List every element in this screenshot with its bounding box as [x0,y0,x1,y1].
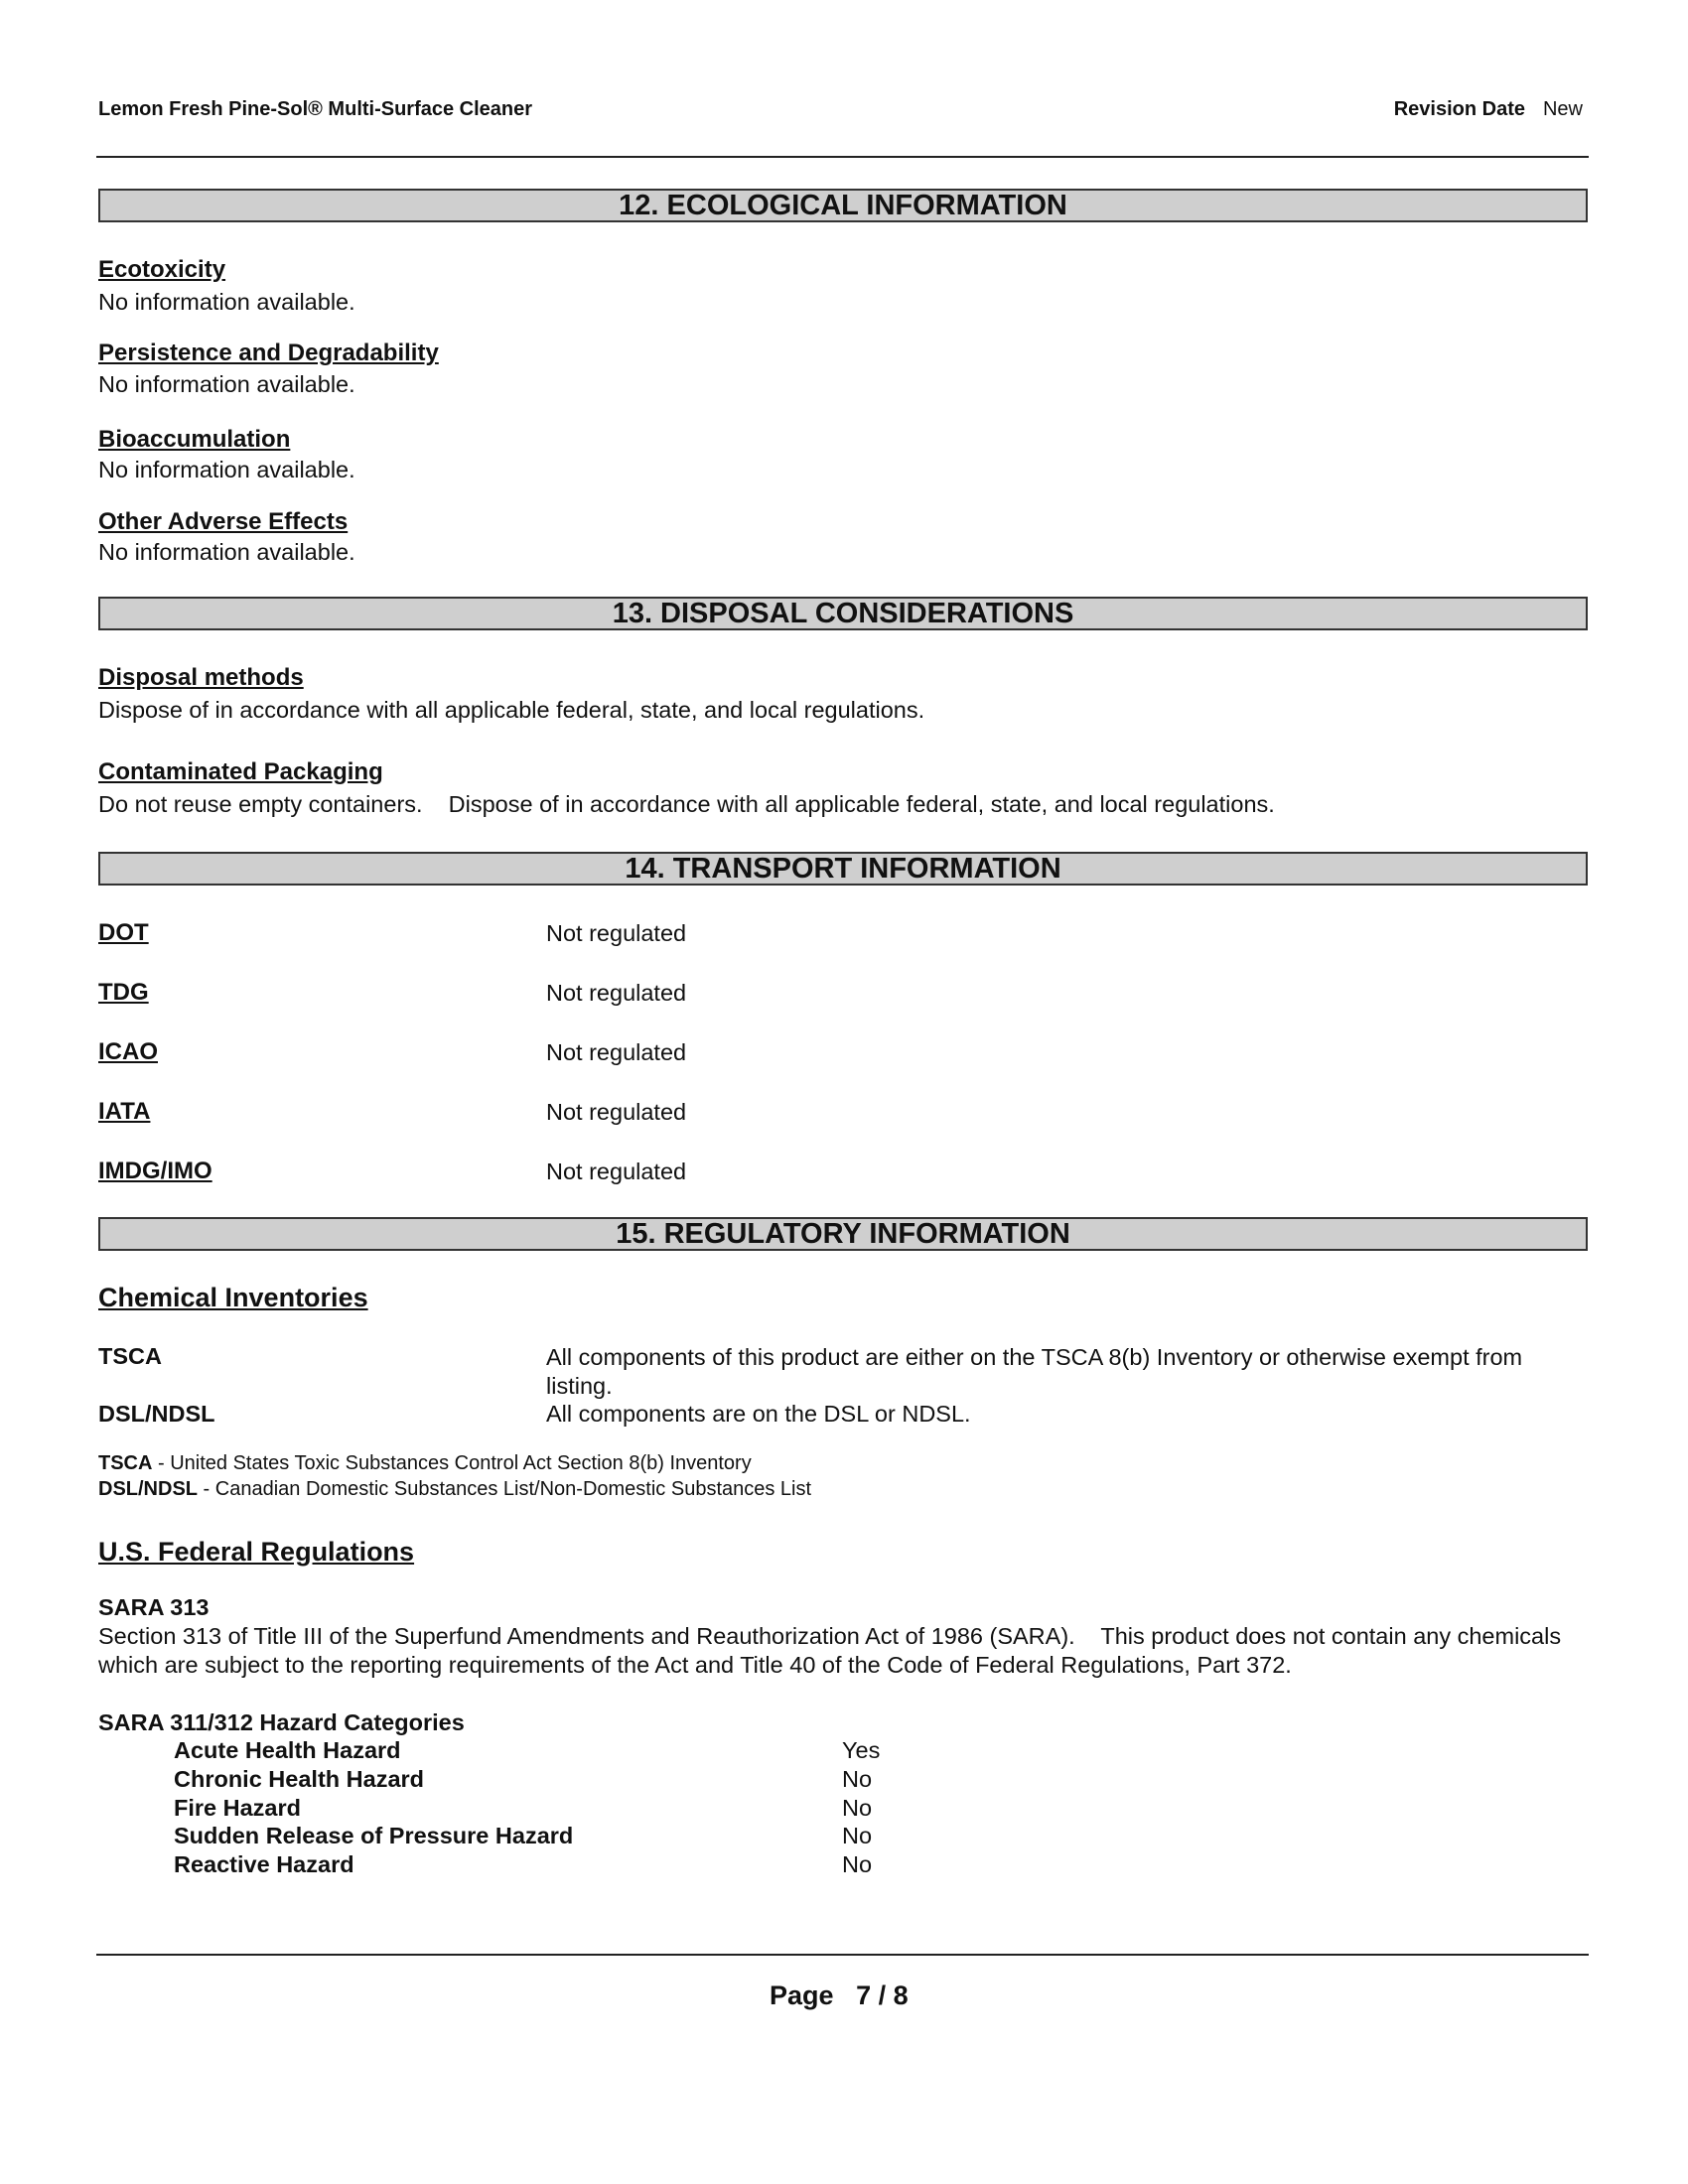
transport-label-tdg: TDG [98,979,149,1006]
contaminated-packaging-text: Do not reuse empty containers. Dispose of in accordance with all applicable federal, state, and local regulations. [98,791,1275,817]
transport-label-iata: IATA [98,1098,151,1125]
hazard-label-pressure: Sudden Release of Pressure Hazard [174,1823,574,1848]
abbrev-key-tsca: TSCA [98,1452,153,1474]
bioaccumulation-text: No information available. [98,457,355,482]
hazard-label-chronic: Chronic Health Hazard [174,1766,425,1792]
transport-value-dot: Not regulated [546,920,687,946]
inventory-value-tsca: All components of this product are either on the TSCA 8(b) Inventory or otherwise exempt from listing. [546,1344,1523,1399]
transport-label-dot: DOT [98,919,149,946]
inventory-value-dsl: All components are on the DSL or NDSL. [546,1401,971,1427]
chemical-inventories-heading: Chemical Inventories [98,1283,368,1312]
other-effects-text: No information available. [98,539,355,565]
page-label: Page [770,1980,834,2010]
transport-value-iata: Not regulated [546,1099,687,1125]
federal-regulations-heading: U.S. Federal Regulations [98,1537,415,1567]
page-value: 7 / 8 [856,1980,909,2010]
ecotoxicity-text: No information available. [98,289,355,315]
hazard-value-reactive: No [842,1851,873,1877]
transport-value-icao: Not regulated [546,1039,687,1065]
section-13-title: 13. DISPOSAL CONSIDERATIONS [98,597,1588,630]
inventory-label-dsl: DSL/NDSL [98,1401,215,1427]
bioaccumulation-heading: Bioaccumulation [98,426,291,453]
other-effects-heading: Other Adverse Effects [98,508,349,535]
hazard-value-fire: No [842,1795,873,1821]
section-14-title: 14. TRANSPORT INFORMATION [98,852,1588,886]
hazard-label-fire: Fire Hazard [174,1795,301,1821]
abbrev-text-tsca: - United States Toxic Substances Control Act Section 8(b) Inventory [152,1452,752,1474]
disposal-methods-heading: Disposal methods [98,664,304,691]
inventory-label-tsca: TSCA [98,1343,162,1369]
disposal-methods-text: Dispose of in accordance with all applicable federal, state, and local regulations. [98,697,925,723]
hazard-value-chronic: No [842,1766,873,1792]
persistence-text: No information available. [98,371,355,397]
sara313-text: Section 313 of Title III of the Superfund Amendments and Reauthorization Act of 1986 (SARA). This product does not contain any chemicals which are subject to the reporting requirements of the Act and Title 40 of the Code of Federal Regulations, Part 372. [98,1623,1568,1678]
product-name: Lemon Fresh Pine-Sol® Multi-Surface Cleaner [98,98,533,120]
contaminated-packaging-heading: Contaminated Packaging [98,758,383,785]
sara313-heading: SARA 313 [98,1594,210,1620]
transport-value-imdg: Not regulated [546,1159,687,1184]
abbrev-tsca [98,1452,752,1475]
abbrev-key-dsl: DSL/NDSL [98,1478,198,1500]
ecotoxicity-heading: Ecotoxicity [98,256,226,283]
transport-label-icao: ICAO [98,1038,158,1065]
revision-date [1394,98,1583,121]
transport-value-tdg: Not regulated [546,980,687,1006]
transport-label-imdg: IMDG/IMO [98,1158,212,1184]
hazard-value-acute: Yes [842,1737,881,1763]
abbrev-dsl [98,1478,811,1501]
section-12-title: 12. ECOLOGICAL INFORMATION [98,189,1588,222]
hazard-label-reactive: Reactive Hazard [174,1851,354,1877]
revision-label: Revision Date [1393,98,1525,120]
footer-rule [96,1954,1589,1956]
abbrev-text-dsl: - Canadian Domestic Substances List/Non-Domestic Substances List [198,1478,812,1500]
revision-value: New [1542,98,1583,120]
section-15-title: 15. REGULATORY INFORMATION [98,1217,1588,1251]
hazard-value-pressure: No [842,1823,873,1848]
page-number [770,1980,909,2011]
persistence-heading: Persistence and Degradability [98,340,439,366]
hazard-label-acute: Acute Health Hazard [174,1737,401,1763]
sara311-heading: SARA 311/312 Hazard Categories [98,1709,465,1735]
header-rule [96,156,1589,158]
